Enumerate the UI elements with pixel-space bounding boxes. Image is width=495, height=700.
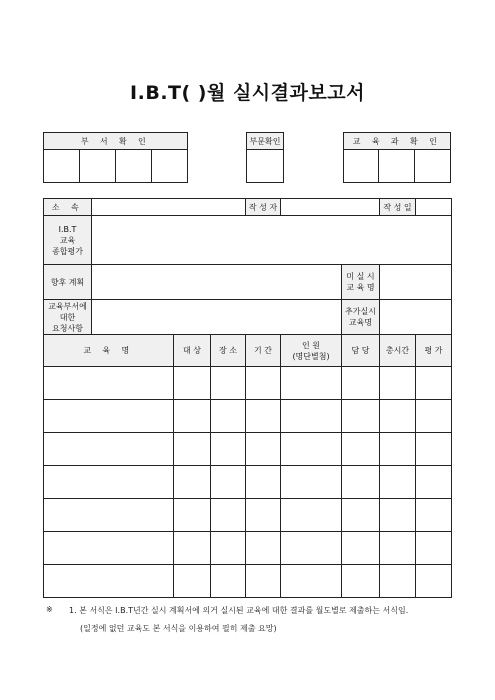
manager-cell[interactable]: [342, 532, 380, 565]
course-cell[interactable]: [44, 367, 174, 400]
edu-approval-box: [343, 132, 451, 183]
eval-cell[interactable]: [416, 565, 452, 598]
sub-approval-label: 부문확인: [247, 133, 284, 150]
table-row: [44, 433, 452, 466]
manager-cell[interactable]: [342, 367, 380, 400]
eval-cell[interactable]: [416, 400, 452, 433]
place-cell[interactable]: [211, 400, 246, 433]
col-header-target: 대 상: [174, 335, 211, 367]
manager-cell[interactable]: [342, 466, 380, 499]
table-row: [44, 400, 452, 433]
count-cell[interactable]: [281, 400, 342, 433]
extra-label: 추가실시 교육명: [342, 300, 380, 335]
course-cell[interactable]: [44, 400, 174, 433]
table-row: [44, 466, 452, 499]
count-cell[interactable]: [281, 565, 342, 598]
edu-sign-cell[interactable]: [379, 150, 414, 183]
edu-sign-cell[interactable]: [344, 150, 379, 183]
period-cell[interactable]: [246, 433, 281, 466]
col-header-place: 장 소: [211, 335, 246, 367]
sub-sign-cell[interactable]: [247, 150, 284, 183]
target-cell[interactable]: [174, 532, 211, 565]
affiliation-label: 소 속: [44, 199, 92, 216]
hours-cell[interactable]: [380, 367, 416, 400]
hours-cell[interactable]: [380, 400, 416, 433]
manager-cell[interactable]: [342, 400, 380, 433]
place-cell[interactable]: [211, 367, 246, 400]
col-header-course: 교 육 명: [44, 335, 174, 367]
period-cell[interactable]: [246, 466, 281, 499]
count-cell[interactable]: [281, 466, 342, 499]
place-cell[interactable]: [211, 499, 246, 532]
dept-sign-cell[interactable]: [80, 150, 116, 183]
course-cell[interactable]: [44, 433, 174, 466]
table-row: [44, 565, 452, 598]
date-label: 작 성 일: [380, 199, 416, 216]
eval-cell[interactable]: [416, 532, 452, 565]
count-cell[interactable]: [281, 499, 342, 532]
result-report-table: [43, 198, 452, 598]
period-cell[interactable]: [246, 400, 281, 433]
eval-cell[interactable]: [416, 499, 452, 532]
future-plan-label: 향후 계획: [44, 265, 92, 300]
course-cell[interactable]: [44, 565, 174, 598]
table-row: [44, 532, 452, 565]
sub-approval-box: [246, 132, 284, 183]
target-cell[interactable]: [174, 367, 211, 400]
target-cell[interactable]: [174, 499, 211, 532]
count-cell[interactable]: [281, 367, 342, 400]
note-line-1: 1. 본 서식은 I.B.T년간 실시 계획서에 의거 실시된 교육에 대한 결과를 월도별로 제출하는 서식임.: [69, 606, 409, 615]
hours-cell[interactable]: [380, 532, 416, 565]
edu-sign-cell[interactable]: [414, 150, 450, 183]
page-title: I.B.T( )월 실시결과보고서: [130, 82, 365, 104]
request-field[interactable]: [92, 300, 342, 335]
dept-sign-cell[interactable]: [44, 150, 80, 183]
hours-cell[interactable]: [380, 466, 416, 499]
manager-cell[interactable]: [342, 499, 380, 532]
col-header-period: 기 간: [246, 335, 281, 367]
dept-sign-cell[interactable]: [116, 150, 152, 183]
col-header-hours: 총시간: [380, 335, 416, 367]
place-cell[interactable]: [211, 466, 246, 499]
request-label: 교육부서에 대한 요청사항: [44, 300, 92, 335]
course-cell[interactable]: [44, 499, 174, 532]
evaluation-label: I.B.T 교육 종합평가: [44, 216, 92, 265]
not-done-field[interactable]: [380, 265, 452, 300]
date-field[interactable]: [416, 199, 452, 216]
extra-field[interactable]: [380, 300, 452, 335]
period-cell[interactable]: [246, 367, 281, 400]
affiliation-field[interactable]: [92, 199, 246, 216]
author-label: 작 성 자: [246, 199, 281, 216]
dept-sign-cell[interactable]: [152, 150, 188, 183]
author-field[interactable]: [281, 199, 380, 216]
place-cell[interactable]: [211, 532, 246, 565]
edu-approval-label: 교 육 과 확 인: [344, 133, 451, 150]
period-cell[interactable]: [246, 499, 281, 532]
target-cell[interactable]: [174, 433, 211, 466]
period-cell[interactable]: [246, 532, 281, 565]
course-cell[interactable]: [44, 466, 174, 499]
evaluation-field[interactable]: [92, 216, 452, 265]
hours-cell[interactable]: [380, 499, 416, 532]
col-header-eval: 평 가: [416, 335, 452, 367]
count-cell[interactable]: [281, 532, 342, 565]
future-plan-field[interactable]: [92, 265, 342, 300]
place-cell[interactable]: [211, 565, 246, 598]
note-mark: ※: [46, 605, 53, 614]
table-row: [44, 499, 452, 532]
target-cell[interactable]: [174, 400, 211, 433]
count-cell[interactable]: [281, 433, 342, 466]
col-header-manager: 담 당: [342, 335, 380, 367]
hours-cell[interactable]: [380, 565, 416, 598]
manager-cell[interactable]: [342, 565, 380, 598]
target-cell[interactable]: [174, 565, 211, 598]
dept-approval-box: [43, 132, 188, 183]
eval-cell[interactable]: [416, 367, 452, 400]
eval-cell[interactable]: [416, 466, 452, 499]
course-cell[interactable]: [44, 532, 174, 565]
table-row: [44, 367, 452, 400]
target-cell[interactable]: [174, 466, 211, 499]
dept-approval-label: 부 서 확 인: [44, 133, 188, 150]
manager-cell[interactable]: [342, 433, 380, 466]
place-cell[interactable]: [211, 433, 246, 466]
not-done-label: 미 실 시 교 육 명: [342, 265, 380, 300]
eval-cell[interactable]: [416, 433, 452, 466]
period-cell[interactable]: [246, 565, 281, 598]
note-line-2: (일정에 없던 교육도 본 서식을 이용하여 필히 제출 요망): [80, 624, 277, 633]
hours-cell[interactable]: [380, 433, 416, 466]
col-header-count: 인 원 (명단별첨): [281, 335, 342, 367]
